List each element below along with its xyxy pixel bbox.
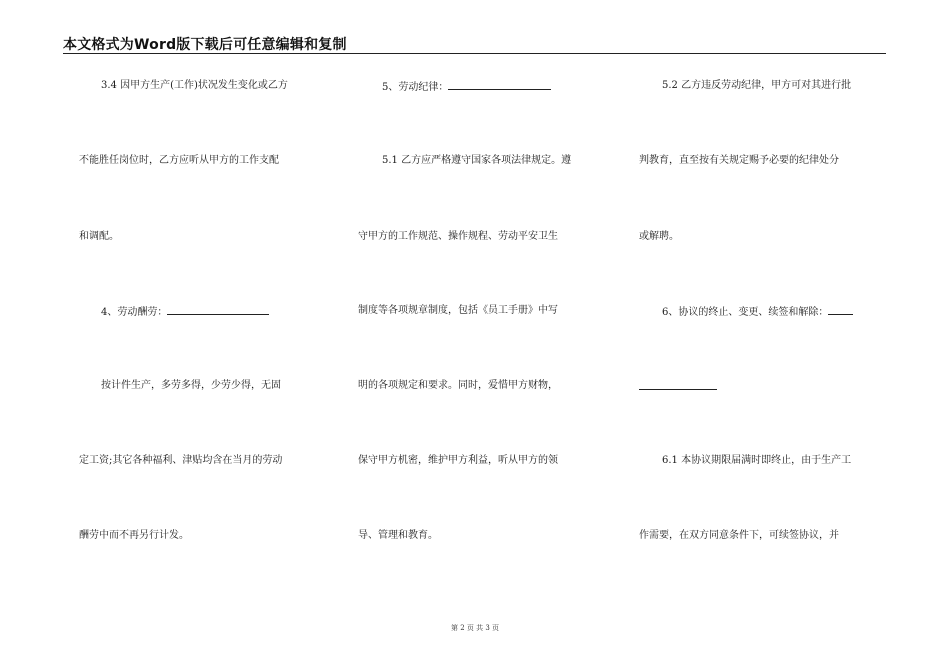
labor-discipline-label: 5、劳动纪律： (382, 82, 449, 93)
col2-line-5: 明的各项规定和要求。同时，爱惜甲方财物， (358, 380, 558, 391)
col3-blank-line (639, 380, 717, 394)
col1-line-6: 定工资;其它各种福利、津贴均含在当月的劳动 (79, 455, 283, 466)
col3-line-3: 或解聘。 (639, 231, 679, 242)
col3-line-1: 5.2 乙方违反劳动纪律，甲方可对其进行批 (662, 80, 852, 91)
document-header-title: 本文格式为Word版下载后可任意编辑和复制 (63, 37, 347, 53)
col1-line-4 (101, 305, 269, 319)
col3-line-6: 作需要，在双方同意条件下，可续签协议，并 (639, 530, 839, 541)
page-number: 第 2 页 共 3 页 (450, 624, 500, 632)
col3-line-2: 判教育，直至按有关规定赐予必要的纪律处分 (639, 155, 839, 166)
col2-line-6: 保守甲方机密，维护甲方利益，听从甲方的领 (358, 455, 558, 466)
agreement-termination-blank (828, 305, 853, 315)
col2-line-2: 5.1 乙方应严格遵守国家各项法律规定。遵 (382, 155, 572, 166)
col1-line-7: 酬劳中而不再另行计发。 (79, 530, 189, 541)
header-rule (63, 53, 886, 54)
col1-line-3: 和调配。 (79, 231, 119, 242)
col2-line-4: 制度等各项规章制度，包括《员工手册》中写 (358, 305, 558, 316)
col2-line-1 (382, 80, 551, 94)
labor-pay-blank (167, 305, 269, 315)
col2-line-7: 导、管理和教育。 (358, 530, 438, 541)
col1-line-2: 不能胜任岗位时，乙方应听从甲方的工作支配 (79, 155, 279, 166)
agreement-termination-blank-cont (639, 380, 717, 390)
col1-line-1: 3.4 因甲方生产(工作)状况发生变化或乙方 (101, 80, 288, 91)
labor-discipline-blank (448, 80, 551, 90)
labor-pay-label: 4、劳动酬劳： (101, 307, 168, 318)
col3-line-5: 6.1 本协议期限届满时即终止，由于生产工 (662, 455, 852, 466)
col1-line-5: 按计件生产，多劳多得，少劳少得，无固 (101, 380, 281, 391)
agreement-termination-label: 6、协议的终止、变更、续签和解除： (662, 307, 829, 318)
col2-line-3: 守甲方的工作规范、操作规程、劳动平安卫生 (358, 231, 558, 242)
col3-line-4 (662, 305, 853, 319)
